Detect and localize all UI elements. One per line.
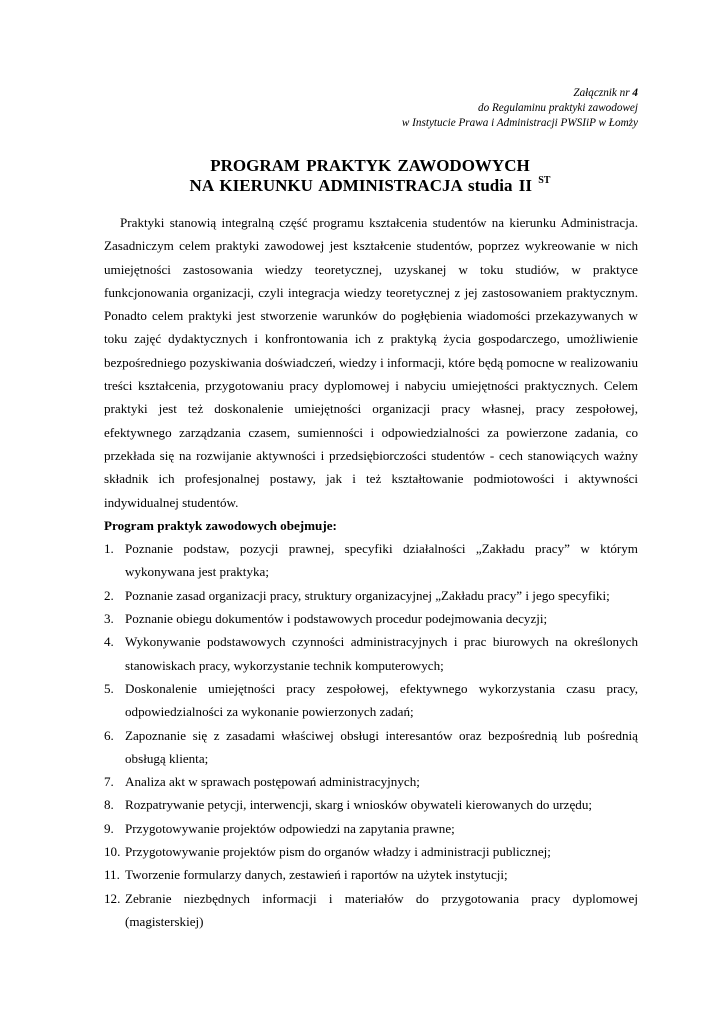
list-item-text: Doskonalenie umiejętności pracy zespołowej, efektywnego wykorzystania czasu pracy, odpowiedzialności za wykonanie powierzonych zadań; xyxy=(125,680,638,720)
list-item xyxy=(104,770,638,793)
attachment-line-1: Załącznik nr 4 xyxy=(573,87,638,99)
intro-paragraph: Praktyki stanowią integralną część programu kształcenia studentów na kierunku Administracja. Zasadniczym celem praktyki zawodowej jest kształcenie studentów, poprzez wykreowanie w nich umiejętności zastosowania wiedzy teoretycznej, uzyskanej w toku studiów, w praktyce funkcjonowania organizacji, czyli integracja wiedzy teoretycznej z jej zastosowaniem praktycznym. Ponadto celem praktyki jest stworzenie warunków do pogłębienia wiadomości przekazywanych w toku zajęć dydaktycznych i konfrontowania ich z praktyką życia gospodarczego, umożliwienie bezpośredniego pozyskiwania doświadczeń, wiedzy i informacji, które będą pomocne w realizowaniu treści kształcenia, przygotowaniu pracy dyplomowej i nabyciu umiejętności praktycznych. Celem praktyki jest też doskonalenie umiejętności organizacji pracy własnej, pracy zespołowej, efektywnego zarządzania czasem, sumienności i odpowiedzialności za powierzone zadania, co przekłada się na rozwijanie aktywności i przedsiębiorczości studentów - cech stanowiących ważny składnik ich profesjonalnej postawy, jak i też kształtowanie podmiotowości i aktywności indywidualnej studentów. xyxy=(104,215,638,510)
list-item-number: 3. xyxy=(104,611,114,627)
program-heading: Program praktyk zawodowych obejmuje: xyxy=(104,517,337,533)
list-item-number: 6. xyxy=(104,727,114,743)
attachment-number: 4 xyxy=(632,87,638,99)
list-item xyxy=(104,793,638,816)
list-item xyxy=(104,724,638,771)
list-item-number: 4. xyxy=(104,634,114,650)
list-item-number: 7. xyxy=(104,774,114,790)
list-item xyxy=(104,537,638,584)
document-title xyxy=(0,156,724,196)
list-item-text: Zebranie niezbędnych informacji i materiałów do przygotowania pracy dyplomowej (magisterskiej) xyxy=(125,890,638,929)
title-superscript: ST xyxy=(538,175,551,186)
list-item-number: 8. xyxy=(104,797,114,813)
list-item-text: Poznanie obiegu dokumentów i podstawowych procedur podejmowania decyzji; xyxy=(125,611,548,627)
list-item-text: Przygotowywanie projektów odpowiedzi na zapytania prawne; xyxy=(125,820,455,836)
attachment-line-3: w Instytucie Prawa i Administracji PWSIiP w Łomży xyxy=(401,117,638,129)
list-item-number: 5. xyxy=(104,680,114,696)
list-item xyxy=(104,584,638,607)
list-item-text: Rozpatrywanie petycji, interwencji, skarg i wniosków obywateli kierowanych do urzędu; xyxy=(125,797,593,813)
list-item-text: Tworzenie formularzy danych, zestawień i raportów na użytek instytucji; xyxy=(125,867,508,883)
document-body xyxy=(104,211,638,933)
list-item xyxy=(104,863,638,886)
list-item-text: Poznanie podstaw, pozycji prawnej, specyfiki działalności „Zakładu pracy” w którym wykonywana jest praktyka; xyxy=(125,541,638,580)
title-line-2: NA KIERUNKU ADMINISTRACJA studia II $^{ST}$ xyxy=(189,175,551,195)
list-item xyxy=(104,630,638,677)
program-list xyxy=(104,537,638,933)
list-item-text: Zapoznanie się z zasadami właściwej obsługi interesantów oraz bezpośrednią lub pośrednią obsługą klienta; xyxy=(125,727,638,766)
attachment-note xyxy=(402,86,638,131)
list-item-number: 9. xyxy=(104,820,114,836)
list-item-number: 10. xyxy=(104,844,121,860)
list-item xyxy=(104,887,638,934)
title-line-1: PROGRAM PRAKTYK ZAWODOWYCH xyxy=(210,156,530,175)
list-item xyxy=(104,840,638,863)
attachment-line-2: do Regulaminu praktyki zawodowej xyxy=(477,102,638,114)
list-item xyxy=(104,607,638,630)
list-item-text: Analiza akt w sprawach postępowań administracyjnych; xyxy=(125,774,420,790)
list-item-text: Poznanie zasad organizacji pracy, struktury organizacyjnej „Zakładu pracy” i jego specyfiki; xyxy=(125,587,610,603)
list-item xyxy=(104,817,638,840)
list-item xyxy=(104,677,638,724)
list-item-text: Przygotowywanie projektów pism do organów władzy i administracji publicznej; xyxy=(125,844,551,860)
list-item-number: 1. xyxy=(104,541,114,557)
list-item-number: 2. xyxy=(104,587,114,603)
list-item-text: Wykonywanie podstawowych czynności administracyjnych i prac biurowych na określonych stanowiskach pracy, wykorzystanie technik komputerowych; xyxy=(125,634,638,673)
list-item-number: 11. xyxy=(104,867,120,883)
list-item-number: 12. xyxy=(104,890,121,906)
